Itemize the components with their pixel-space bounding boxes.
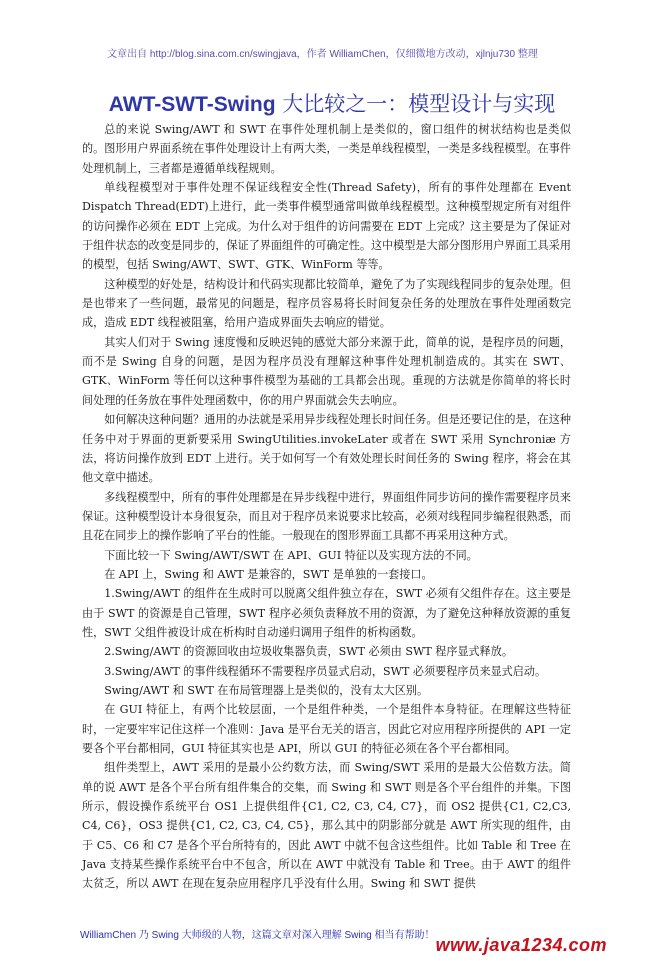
paragraph: 其实人们对于 Swing 速度慢和反映迟钝的感觉大部分来源于此，简单的说，是程序员的问题，而不是 Swing 自身的问题，是因为程序员没有理解这种事件处理机制造成的。其实在 SWT、GTK、WinForm 等任何以这种事件模型为基础的工具都会出现。重现的方法就是你简单的将长时间处理的任务放在事件处理函数中，你的用户界面就会失去响应。 (82, 335, 571, 407)
paragraph: 3.Swing/AWT 的事件线程循环不需要程序员显式启动，SWT 必须要程序员来显式启动。 (104, 664, 547, 678)
paragraph: Swing/AWT 和 SWT 在布局管理器上是类似的，没有太大区别。 (104, 683, 429, 697)
site-watermark: www.java1234.com (435, 935, 607, 955)
paragraph: 如何解决这种问题？通用的办法就是采用异步线程处理长时间任务。但是还要记住的是，在这种任务中对于界面的更新要采用 SwingUtilities.invokeLater 或者在 SWT 采用 Synchroniæ 方法，将访问操作放到 EDT 上进行。关于如何写一个有效处理长时间任务的 Swing 程序，将会在其他文章中描述。 (82, 413, 571, 485)
paragraph: 组件类型上，AWT 采用的是最小公约数方法，而 Swing/SWT 采用的是最大公倍数方法。简单的说 AWT 是各个平台所有组件集合的交集，而 Swing 和 SWT 则是各个平台组件的并集。下图所示，假设操作系统平台 OS1 上提供组件{C1, C2, C3, C4, C7}，而 OS2 提供{C1, C2,C3, C4, C6}，OS3 提供{C1, C2, C3, C4, C5}，那么其中的阴影部分就是 AWT 所实现的组件，由于 C5、C6 和 C7 是各个平台所特有的，因此 AWT 中就不包含这些组件。比如 Table 和 Tree 在 Java 支持某些操作系统平台中不包含，所以在 AWT 中就没有 Table 和 Tree。由于 AWT 的组件太贫乏，所以 AWT 在现在复杂应用程序几乎没有什么用。Swing 和 SWT 提供 (82, 761, 571, 891)
paragraph: 下面比较一下 Swing/AWT/SWT 在 API、GUI 特征以及实现方法的不同。 (104, 548, 478, 562)
paragraph: 在 GUI 特征上，有两个比较层面，一个是组件种类，一个是组件本身特征。在理解这些特征时，一定要牢牢记住这样一个准则：Java 是平台无关的语言，因此它对应用程序所提供的 API 一定要各个平台都相同，GUI 特征其实也是 API，所以 GUI 的特征必须在各个平台都相同。 (82, 703, 571, 755)
title-latin: AWT-SWT-Swing (108, 93, 276, 116)
paragraph: 单线程模型对于事件处理不保证线程安全性(Thread Safety)，所有的事件处理都在 Event Dispatch Thread(EDT)上进行，此一类事件模型通常叫做单线程模型。这种模型规定所有对组件的访问操作必须在 EDT 上完成。为什么对于组件的访问需要在 EDT 上完成？这主要是为了保证对于组件状态的改变是同步的，保证了界面组件的可确定性。这中模型是大部分图形用户界面工具采用的模型，包括 Swing/AWT、SWT、GTK、WinForm 等等。 (82, 181, 571, 272)
paragraph: 1.Swing/AWT 的组件在生成时可以脱离父组件独立存在，SWT 必须有父组件存在。这主要是由于 SWT 的资源是自己管理，SWT 程序必须负责释放不用的资源，为了避免这种释放资源的重复性，SWT 父组件被设计成在析构时自动递归调用子组件的析构函数。 (82, 587, 571, 639)
paragraph: 多线程模型中，所有的事件处理都是在异步线程中进行，界面组件同步访问的操作需要程序员来保证。这种模型设计本身很复杂，而且对于程序员来说要求比较高，必须对线程同步编程很熟悉，而且花在同步上的操作影响了平台的性能。一般现在的图形界面工具都不再采用这种方式。 (82, 490, 571, 543)
article-body (82, 120, 571, 894)
source-note: 文章出自 http://blog.sina.com.cn/swingjava，作者 WilliamChen，仅细微地方改动，xjlnju730 整理 (107, 49, 538, 60)
paragraph: 这种模型的好处是，结构设计和代码实现都比较简单，避免了为了实现线程同步的复杂处理。但是也带来了一些问题，最常见的问题是，程序员容易将长时间复杂任务的处理放在事件处理函数完成，造成 EDT 线程被阻塞，给用户造成界面失去响应的错觉。 (82, 277, 571, 330)
paragraph: 2.Swing/AWT 的资源回收由垃圾收集器负责，SWT 必须由 SWT 程序显式释放。 (104, 645, 513, 659)
title-cjk: 大比较之一：模型设计与实现 (275, 92, 556, 116)
footer-note: WilliamChen 乃 Swing 大师级的人物，这篇文章对深入理解 Swing 相当有帮助！ (80, 930, 435, 941)
page-title (82, 90, 582, 119)
paragraph: 总的来说 Swing/AWT 和 SWT 在事件处理机制上是类似的，窗口组件的树状结构也是类似的。图形用户界面系统在事件处理设计上有两大类，一类是单线程模型，一类是多线程模型。在事件处理机制上，三者都是遵循单线程规则。 (82, 123, 571, 175)
paragraph: 在 API 上，Swing 和 AWT 是兼容的，SWT 是单独的一套接口。 (104, 567, 433, 581)
